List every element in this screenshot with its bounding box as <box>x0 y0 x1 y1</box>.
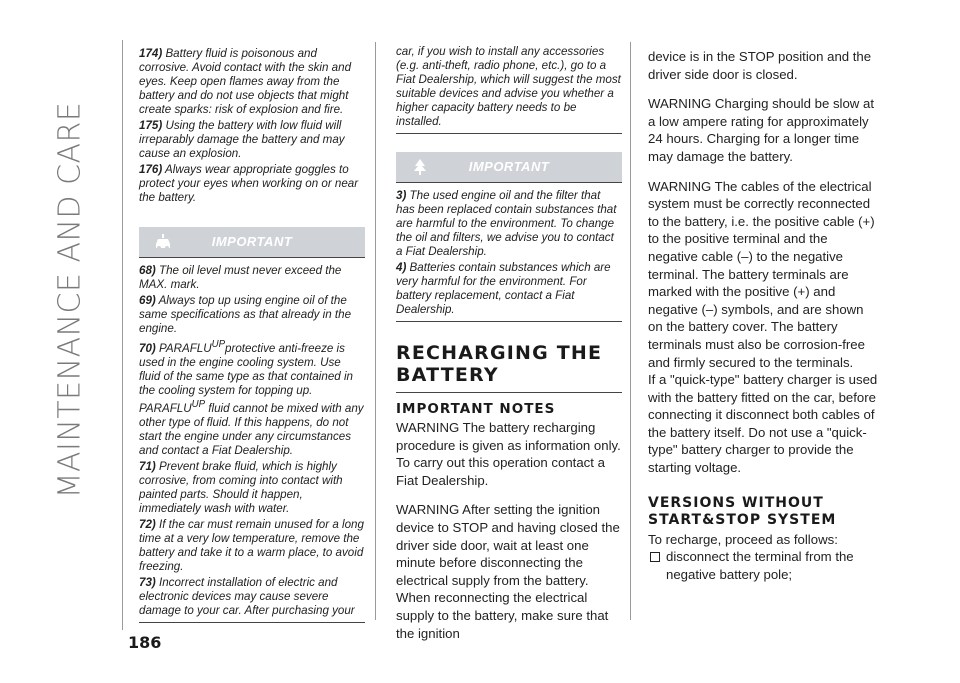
divider-col2 <box>630 42 631 620</box>
warning-item: 176) Always wear appropriate goggles to protect your eyes when working on or near the battery. <box>139 163 359 204</box>
list-item-text: disconnect the terminal from the negative battery pole; <box>666 549 854 582</box>
paragraph: device is in the STOP position and the driver side door is closed. <box>648 49 872 82</box>
important-box <box>139 257 365 623</box>
column-1 <box>139 47 365 623</box>
important-item: 69) Always top up using engine oil of the same specifications as that already in the engine. <box>139 294 352 335</box>
important-item: 68) The oil level must never exceed the MAX. mark. <box>139 264 342 291</box>
warning-item: 174) Battery fluid is poisonous and corrosive. Avoid contact with the skin and eyes. Keep open flames away from the battery and do not use objects that might create sparks: risk of explosion and fire. <box>139 47 352 116</box>
paragraph: WARNING The cables of the electrical system must be correctly reconnected to the battery, i.e. the positive cable (+) to the positive terminal and the negative cable (–) to the negative terminal. The battery terminals are marked with the positive (+) and negative (–) symbols, and are shown on the battery cover. The battery terminals must also be corrosion-free and firmly secured to the terminals. <box>648 178 875 370</box>
important-item: 72) If the car must remain unused for a long time at a very low temperature, remove the battery and take it to a warm place, to avoid freezing. <box>139 517 364 573</box>
important-banner <box>139 227 365 257</box>
paragraph: If a "quick-type" battery charger is used with the battery fitted on the car, before connecting it disconnect both cables of the battery itself. Do not use a "quick-type" battery charger to provide the starting voltage. <box>648 372 878 476</box>
section-side-title: MAINTENANCE AND CARE <box>52 101 88 499</box>
list-item <box>648 548 880 583</box>
important-banner <box>396 152 622 182</box>
important-item: 73) Incorrect installation of electric and electronic devices may cause severe damage to your car. After purchasing your <box>139 575 355 617</box>
column-2 <box>396 45 622 642</box>
section-heading: VERSIONS WITHOUT START&STOP SYSTEM <box>648 494 837 528</box>
section-heading: RECHARGING THE BATTERY <box>396 342 622 393</box>
important-item: 71) Prevent brake fluid, which is highly corrosive, from coming into contact with painted parts. Should it happen, immediately wash with water. <box>139 459 343 515</box>
paragraph: WARNING After setting the ignition device to STOP and having closed the driver side door, wait at least one minute before disconnecting the electrical supply from the battery. When reconnecting the electrical supply to the battery, make sure that the ignition <box>396 502 620 641</box>
divider-col1 <box>375 42 376 620</box>
paragraph: To recharge, proceed as follows: <box>648 531 838 547</box>
important-label: IMPORTANT <box>211 234 293 249</box>
page-number: 186 <box>128 633 162 652</box>
important-item-continued: car, if you wish to install any accessories (e.g. anti-theft, radio phone, etc.), go to a Fiat Dealership, which will suggest the most suitable devices and advise you whether a higher capacity battery needs to be installed. <box>396 45 621 128</box>
paragraph: WARNING Charging should be slow at a low ampere rating for approximately 24 hours. Charging for a longer time may damage the battery. <box>648 96 874 164</box>
warning-item: 175) Using the battery with low fluid will irreparably damage the battery and may cause an explosion. <box>139 119 345 160</box>
subsection-heading: IMPORTANT NOTES <box>396 401 556 417</box>
important-label: IMPORTANT <box>468 159 550 174</box>
checkbox-bullet-icon <box>650 552 660 562</box>
important-box-continued <box>396 45 622 134</box>
important-box <box>396 182 622 322</box>
important-item: 3) The used engine oil and the filter that has been replaced contain substances that are harmful to the environment. To change the oil and filters, we advise you to contact a Fiat Dealership. <box>396 189 617 258</box>
paragraph: WARNING The battery recharging procedure is given as information only. To carry out this operation contact a Fiat Dealership. <box>396 420 621 488</box>
column-3 <box>648 48 880 583</box>
important-item: 4) Batteries contain substances which are very harmful for the environment. For battery replacement, contact a Fiat Dealership. <box>396 261 611 316</box>
divider-left <box>122 40 123 630</box>
important-item: 70) $PARAFLU^{UP}protective$ anti-freeze is used in the engine cooling system. Use fluid of the same type as that contained in the cooling system for topping up. $PARAFLU^{UP}$ fluid cannot be mixed with any other type of fluid. If this happens, do not start the engine under any circumstances and contact a Fiat Dealership. <box>139 339 364 457</box>
